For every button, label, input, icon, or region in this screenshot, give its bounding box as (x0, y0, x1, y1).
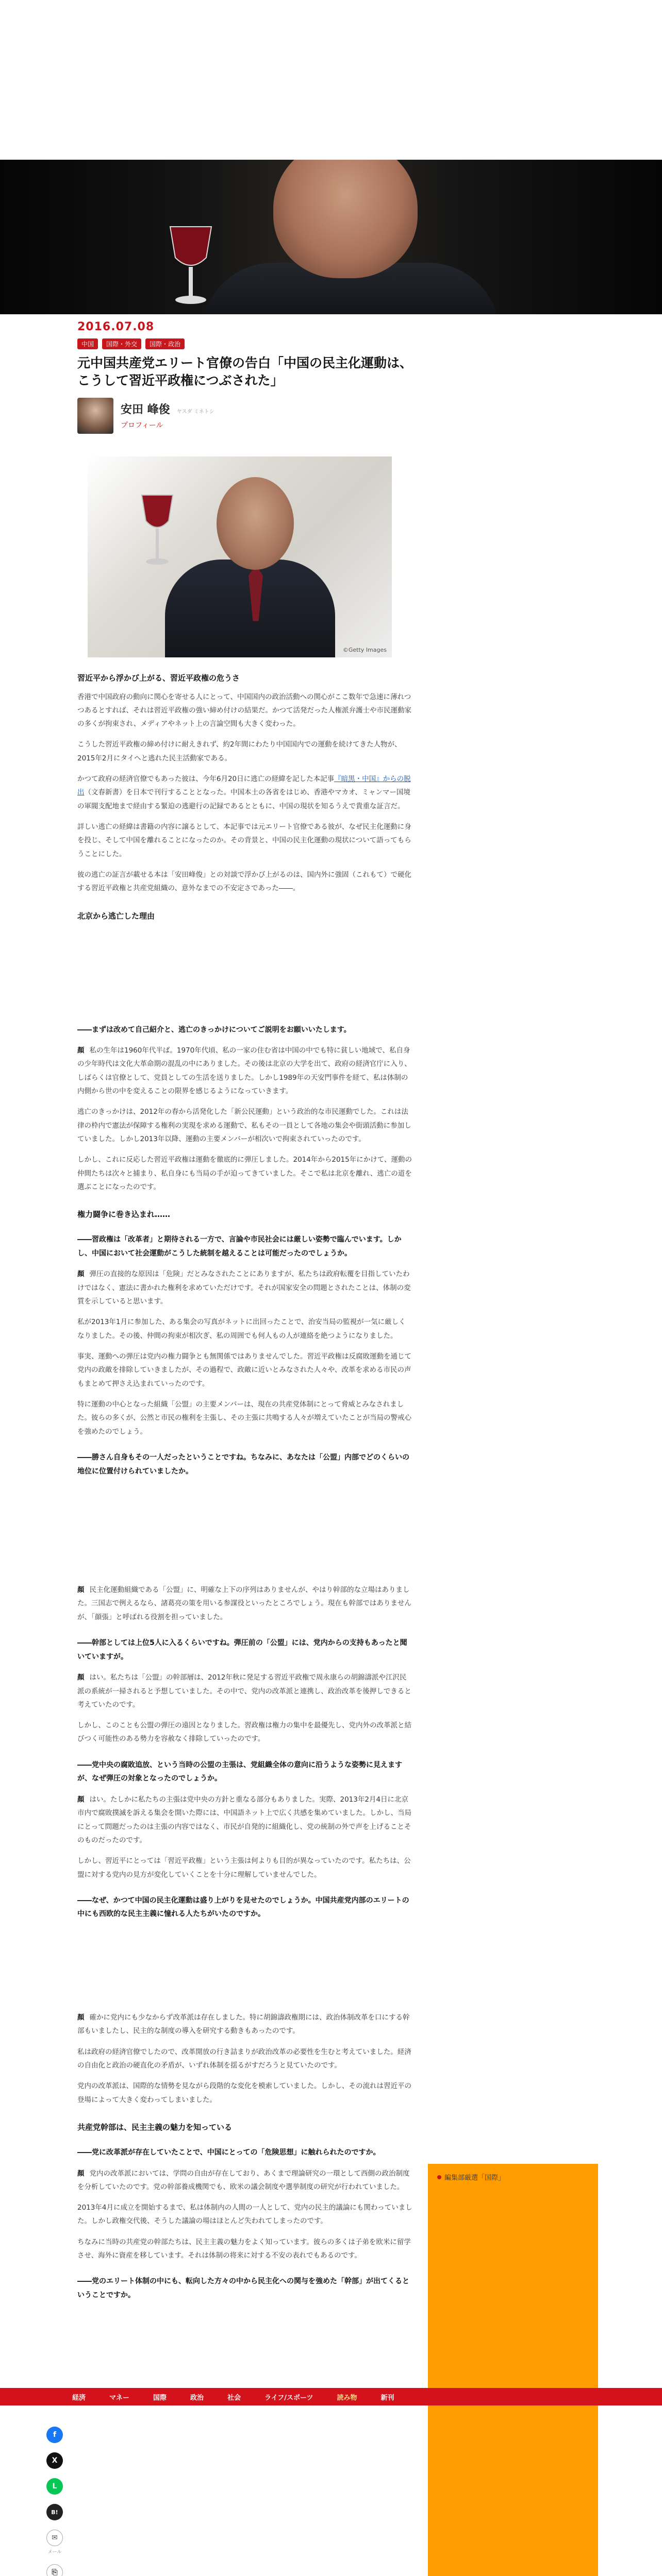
speaker-label: 顏 (77, 1795, 85, 1804)
interview-answer (77, 1044, 412, 1098)
article-title: 元中国共産党エリート官僚の告白「中国の民主化運動は、こうして習近平政権につぶされた」 (77, 355, 413, 388)
paragraph-text: （文春新書）を日本で刊行することとなった。中国本土の各省をはじめ、香港やマカオ、ミャンマー国境の軍閥支配地まで経由する緊迫の逃避行の記録であるとともに、中国の現状を知るうえで貴重な証言だ。 (77, 788, 410, 810)
nav-new-books[interactable]: 新刊 (380, 2394, 394, 2402)
interview-question: ――幹部としては上位5人に入るくらいですね。弾圧前の「公盟」には、党内からの支持もあったと聞いていますが。 (77, 1639, 407, 1661)
interview-answer (77, 1793, 412, 1847)
answer-text: はい。私たちは「公盟」の幹部層は、2012年秋に発足する習近平政権で周永康らの胡錦濤派や江沢民派の系統が一掃されると予想していました。その中で、党内の改革派と連携し、政治改革を後押しできると考えていたのです。 (77, 1673, 411, 1709)
section-heading: 習近平から浮かび上がる、習近平政権の危うさ (77, 673, 240, 683)
nav-life-sports[interactable]: ライフ/スポーツ (264, 2394, 313, 2402)
tag-china[interactable]: 中国 (77, 338, 98, 349)
share-bar (44, 2427, 65, 2576)
hero-image (0, 160, 662, 314)
photo-figure-face (217, 477, 294, 570)
nav-money[interactable]: マネー (109, 2394, 130, 2402)
paragraph: 私が2013年1月に参加した、ある集会の写真がネットに出回ったことで、治安当局の監視が一気に厳しくなりました。その後、仲間の拘束が相次ぎ、私の周囲でも何人もの人が連絡を絶つようになりました。 (77, 1318, 406, 1340)
interview-question: ――なぜ、かつて中国の民主化運動は盛り上がりを見せたのでしょうか。中国共産党内部のエリートの中にも西欧的な民主主義に憧れる人たちがいたのですか。 (77, 1896, 409, 1919)
author-block (77, 398, 412, 434)
nav-society[interactable]: 社会 (227, 2394, 241, 2402)
interview-answer (77, 2167, 412, 2194)
article-photo (88, 456, 392, 657)
section-heading: 共産党幹部は、民主主義の魅力を知っている (77, 2122, 233, 2132)
interview-question: ――習政権は「改革者」と期待される一方で、言論や市民社会には厳しい姿勢で臨んでいます。しかし、中国において社会運動がこうした統制を越えることは可能だったのでしょうか。 (77, 1235, 402, 1258)
sidebar-ad[interactable] (428, 2164, 598, 2576)
paragraph: 私は政府の経済官僚でしたので、改革開放の行き詰まりが政治改革の必要性を生むと考えていました。経済の自由化と政治の硬直化の矛盾が、いずれ体制を揺るがすだろうと見ていたのです。 (77, 2047, 411, 2070)
interview-answer (77, 1267, 412, 1308)
photo-credit: ©Getty Images (342, 646, 387, 653)
paragraph: しかし、これに反応した習近平政権は運動を徹底的に弾圧しました。2014年から2015年にかけて、運動の仲間たちは次々と捕まり、私自身にも当局の手が迫ってきていました。そこで私は北京を離れ、逃亡の道を選ぶことになったのです。 (77, 1156, 412, 1191)
nav-economy[interactable]: 経済 (72, 2394, 86, 2402)
mail-icon[interactable]: ✉ (46, 2530, 63, 2546)
author-avatar[interactable] (77, 398, 113, 434)
wine-glass-icon (160, 222, 222, 309)
paragraph: 香港で中国政府の動向に関心を寄せる人にとって、中国国内の政治活動への関心がここ数年で急速に薄れつつあるとすれば、それは習近平政権の強い締め付けの結果だ。かつて活発だった人権派弁護士や市民運動家の多くが拘束され、メディアやネット上の言論空間も大きく変わった。 (77, 692, 411, 728)
paragraph: 特に運動の中心となった組織「公盟」の主要メンバーは、現在の共産党体制にとって脅威とみなされました。彼らの多くが、公然と市民の権利を主張し、その主張に共鳴する人々が増えていたことが当局の警戒心を強めたのでしょう。 (77, 1400, 411, 1436)
copy-link-icon[interactable]: ⎘ (46, 2564, 63, 2576)
ad-space (77, 928, 412, 1011)
speaker-label: 顏 (77, 1673, 85, 1682)
bullet-icon (437, 2175, 441, 2179)
paragraph: しかし、このことも公盟の弾圧の遠因となりました。習政権は権力の集中を最優先し、党内外の改革派と結びつく可能性のある勢力を容赦なく排除していったのです。 (77, 1721, 411, 1743)
paragraph: 党内の改革派は、国際的な情勢を見ながら段階的な変化を模索していました。しかし、その流れは習近平の登場によって大きく変わってしまいました。 (77, 2082, 411, 2104)
article-date: 2016.07.08 (77, 320, 155, 333)
paragraph (77, 772, 412, 813)
interview-question: ――党に改革派が存在していたことで、中国にとっての「危険思想」に触れられたのですか。 (77, 2148, 380, 2157)
speaker-label: 顏 (77, 1586, 85, 1595)
sidebar-heading-text: 編集部厳選「国際」 (444, 2174, 505, 2182)
book-link[interactable]: 『暗黒・中国』からの脱出 (77, 775, 411, 797)
paragraph: ちなみに当時の共産党の幹部たちは、民主主義の魅力をよく知っています。彼らの多くは子弟を欧米に留学させ、海外に資産を移しています。それは体制の将来に対する不安の表れでもあるのです。 (77, 2238, 411, 2260)
paragraph: 2013年4月に成立を開始するまで、私は体制内の人間の一人として、党内の民主的議論にも関わっていました。しかし政権交代後、そうした議論の場はほとんど失われてしまったのです。 (77, 2204, 412, 2226)
author-profile-link[interactable]: プロフィール (121, 421, 163, 430)
paragraph: 逃亡のきっかけは、2012年の春から活発化した「新公民運動」という政治的な市民運動でした。これは法律の枠内で憲法が保障する権利の実現を求める運動で、私もその一員として各地の集会や街頭活動に参加していました。しかし2013年以降、運動の主要メンバーが相次いで拘束されていったのです。 (77, 1108, 411, 1144)
speaker-label: 顏 (77, 1046, 85, 1055)
section-heading: 権力闘争に巻き込まれ…… (77, 1210, 171, 1219)
nav-politics[interactable]: 政治 (190, 2394, 204, 2402)
answer-text: はい。たしかに私たちの主張は党中央の方針と重なる部分もありました。実際、2013年2月4日に北京市内で腐敗撲滅を訴える集会を開いた際には、中国語ネット上で広く共感を集めていました。しかし、当局にとって問題だったのは主張の内容ではなく、市民が自発的に組織化し、党の統制の外で声を上げることそのものだったのです。 (77, 1795, 411, 1844)
speaker-label: 顏 (77, 1270, 85, 1279)
tag-diplomacy[interactable]: 国際・外交 (102, 338, 141, 349)
paragraph: しかし、習近平にとっては「習近平政権」という主張は何よりも目的が異なっていたのです。私たちは、公盟に対する党内の見方が変化していくことを十分に理解していませんでした。 (77, 1857, 411, 1879)
author-name[interactable]: 安田 峰俊 (121, 403, 170, 416)
interview-question: ――まずは改めて自己紹介と、逃亡のきっかけについてご説明をお願いいたします。 (77, 1025, 351, 1034)
hatena-bookmark-icon[interactable]: B! (46, 2504, 63, 2520)
paragraph: 詳しい逃亡の経緯は書籍の内容に譲るとして、本記事では元エリート官僚である彼が、なぜ民主化運動に身を投じ、そして中国を離れることになったのか。その背景と、中国の民主化運動の現状について語ってもらうことにした。 (77, 823, 411, 858)
speaker-label: 顏 (77, 2013, 85, 2022)
interview-question: ――党のエリート体制の中にも、転向した方々の中から民主化への関与を強めた「幹部」が出てくるということですか。 (77, 2277, 409, 2299)
tag-politics[interactable]: 国際・政治 (145, 338, 185, 349)
category-navbar (0, 2388, 662, 2405)
section-heading: 北京から逃亡した理由 (77, 911, 155, 921)
paragraph-text: かつて政府の経済官僚でもあった彼は、今年6月20日に逃亡の経緯を記した本記事 (77, 775, 335, 784)
interview-question: ――党中央の腐敗追放、という当時の公盟の主張は、党組織全体の意向に沿うような姿勢に見えますが、なぜ弾圧の対象となったのでしょうか。 (77, 1760, 402, 1783)
nav-reading[interactable]: 読み物 (337, 2394, 357, 2402)
hero-figure-face (273, 160, 418, 278)
answer-text: 民主化運動組織である「公盟」に、明確な上下の序列はありませんが、やはり幹部的な立場はありました。三国志で例えるなら、諸葛亮の策を用いる参謀役といったところでしょう。現在も幹部ではありませんが、「顔張」と呼ばれる役割を担っていました。 (77, 1586, 411, 1621)
x-icon[interactable]: X (46, 2452, 63, 2469)
article (77, 314, 412, 2310)
interview-answer (77, 1583, 412, 1624)
answer-text: 弾圧の直接的な原因は「危険」だとみなされたことにありますが、私たちは政府転覆を目指していたわけではなく、憲法に書かれた権利を求めていただけです。それが国家安全の問題とされたことは、体制の変質を示していると思います。 (77, 1270, 411, 1306)
article-body (77, 672, 412, 2302)
line-icon[interactable]: L (46, 2478, 63, 2495)
mail-label: メール (47, 2550, 62, 2555)
facebook-icon[interactable]: f (46, 2427, 63, 2443)
ad-space (77, 1928, 412, 2011)
tag-list (77, 338, 412, 349)
paragraph: 彼の逃亡の証言が載せる本は「安田峰俊」との対談で浮かび上がるのは、国内外に強固（これもて）で硬化する習近平政権と共産党組織の、意外なまでの不安定さであった――。 (77, 870, 411, 893)
speaker-label: 顏 (77, 2169, 85, 2178)
nav-international[interactable]: 国際 (153, 2394, 167, 2402)
interview-answer (77, 2011, 412, 2038)
paragraph: こうした習近平政権の締め付けに耐えきれず、約2年間にわたり中国国内での運動を続けてきた人物が、2015年2月にタイへと逃れた民主活動家である。 (77, 740, 402, 762)
interview-question: ――勝さん自身もその一人だったということですね。ちなみに、あなたは「公盟」内部でどのくらいの地位に位置付けられていましたか。 (77, 1453, 409, 1476)
wine-glass-icon (137, 493, 178, 570)
ad-space (77, 1485, 412, 1583)
answer-text: 党内の改革派においては、学問の自由が存在しており、あくまで理論研究の一環として西側の政治制度を分析していたのです。党の幹部養成機関でも、欧米の議会制度や選挙制度の研究が行われていました。 (77, 2169, 410, 2191)
paragraph: 事実、運動への弾圧は党内の権力闘争とも無関係ではありませんでした。習近平政権は反腐敗運動を通じて党内の政敵を排除していきましたが、その過程で、政敵に近いとみなされた人々や、改革を求める市民の声もまとめて押さえ込まれていったのです。 (77, 1352, 411, 1388)
answer-text: 私の生年は1960年代半ば。1970年代頃、私の一家の住む省は中国の中でも特に貧しい地域で、私自身の少年時代は文化大革命期の混乱の中にありました。その後は北京の大学を出て、政府の経済官庁に入り、しばらくは官僚として、党員としての生活を送りました。しかし1989年の天安門事件を経て、私は体制の内側から世の中を変えることの限界を感じるようになっていきます。 (77, 1046, 411, 1096)
answer-text: 確かに党内にも少なからず改革派は存在しました。特に胡錦濤政権期には、政治体制改革を口にする幹部もいましたし、民主的な制度の導入を研究する動きもあったのです。 (77, 2013, 410, 2036)
interview-answer (77, 1671, 412, 1711)
author-ruby: ヤスダ ミネトシ (176, 409, 214, 415)
sidebar-heading (428, 2164, 598, 2190)
